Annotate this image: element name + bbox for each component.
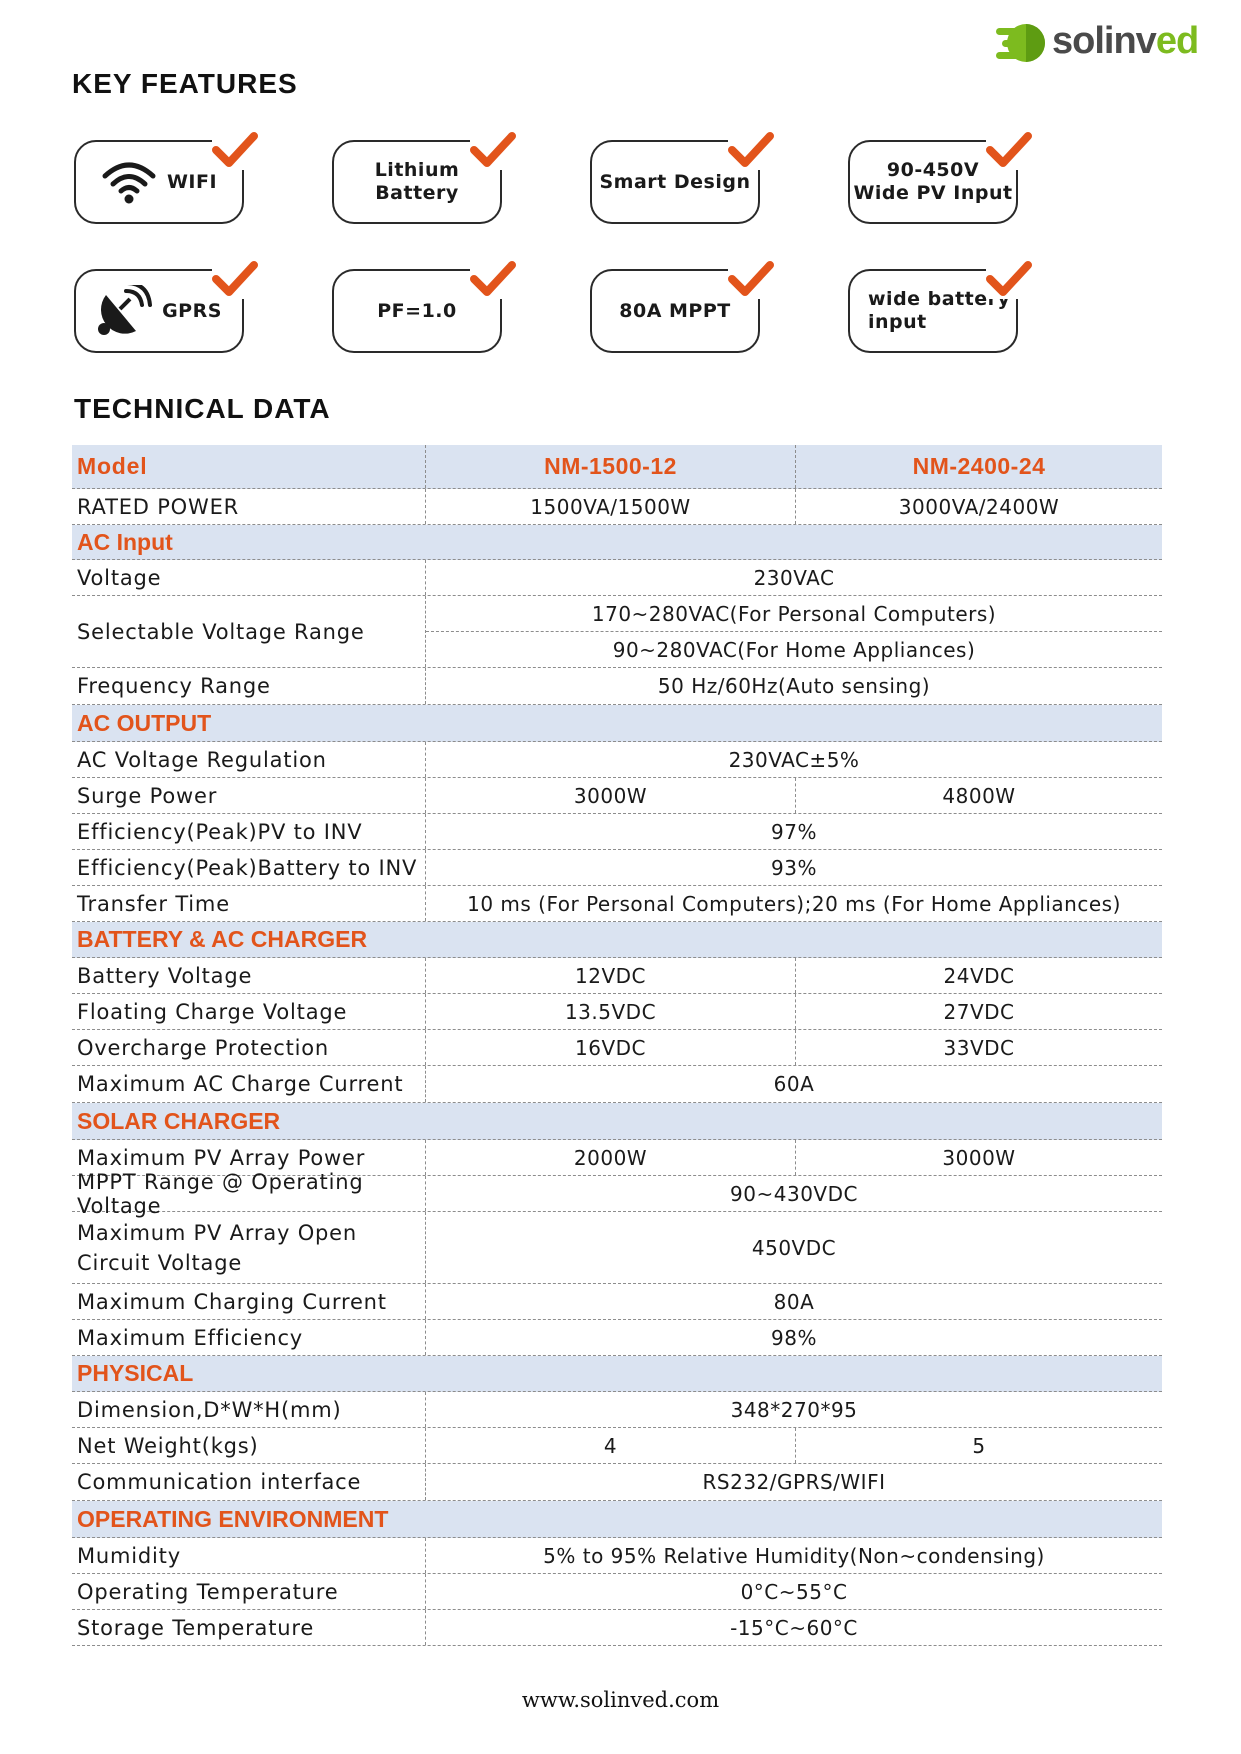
- section-title: AC Input: [77, 528, 173, 555]
- section-title: BATTERY & AC CHARGER: [77, 926, 368, 952]
- row-label: AC Voltage Regulation: [72, 742, 426, 777]
- row-label: Net Weight(kgs): [72, 1428, 426, 1463]
- satellite-dish-icon: [96, 285, 152, 337]
- row-label: Selectable Voltage Range: [72, 596, 426, 667]
- row-label: MPPT Range @ Operating Voltage: [72, 1176, 426, 1211]
- row-value: 3000W: [426, 778, 796, 813]
- row-value: 5% to 95% Relative Humidity(Non~condensing): [543, 1543, 1045, 1568]
- feature-label: wide battery input: [868, 288, 1011, 333]
- table-row: [72, 1538, 1162, 1574]
- checkmark-icon: [986, 259, 1032, 299]
- row-value: 450VDC: [751, 1235, 837, 1260]
- row-label: Maximum Charging Current: [72, 1284, 426, 1319]
- feature-label: PF=1.0: [377, 299, 457, 322]
- wifi-icon: [101, 158, 157, 206]
- feature-card-lithium-battery: [332, 140, 502, 224]
- table-row: [72, 958, 1162, 994]
- feature-card-wide-battery-input: [848, 269, 1018, 353]
- row-label: RATED POWER: [72, 489, 426, 524]
- footer-url[interactable]: www.solinved.com: [521, 1688, 720, 1712]
- row-label: Maximum Efficiency: [72, 1320, 426, 1355]
- model-name: NM-1500-12: [426, 445, 796, 488]
- row-label: Mumidity: [72, 1538, 426, 1573]
- technical-data-table: [72, 445, 1162, 1646]
- row-value: 93%: [771, 855, 817, 880]
- table-row: [72, 1610, 1162, 1646]
- row-value: 27VDC: [943, 999, 1015, 1024]
- row-value: 230VAC: [753, 565, 835, 590]
- table-row: [72, 1284, 1162, 1320]
- section-title: OPERATING ENVIRONMENT: [77, 1505, 389, 1532]
- table-row: [72, 1574, 1162, 1610]
- feature-label: 80A MPPT: [619, 299, 731, 322]
- technical-data-title: TECHNICAL DATA: [74, 393, 331, 424]
- row-label: Dimension,D*W*H(mm): [72, 1392, 426, 1427]
- table-row: [72, 1464, 1162, 1501]
- logo-mark-icon: [994, 20, 1050, 66]
- row-value: 10 ms (For Personal Computers);20 ms (For Home Appliances): [467, 891, 1121, 916]
- feature-label: WIFI: [166, 170, 218, 193]
- section-row-battery: [72, 922, 1162, 958]
- section-row-ac-input: [72, 525, 1162, 560]
- row-label: Efficiency(Peak)Battery to INV: [72, 850, 426, 885]
- table-row: [72, 850, 1162, 886]
- row-value: 348*270*95: [730, 1397, 858, 1422]
- row-value: 0°C~55°C: [740, 1579, 848, 1604]
- section-title: AC OUTPUT: [77, 709, 212, 736]
- table-row: [72, 1392, 1162, 1428]
- row-label: Maximum PV Array Open Circuit Voltage: [72, 1212, 426, 1283]
- row-value: 170~280VAC(For Personal Computers): [426, 596, 1162, 632]
- row-value: 60A: [773, 1072, 815, 1096]
- key-features-title: KEY FEATURES: [72, 68, 298, 99]
- row-value: RS232/GPRS/WIFI: [702, 1470, 886, 1494]
- row-label: Surge Power: [72, 778, 426, 813]
- table-row: [72, 1169, 1162, 1218]
- table-row: [72, 489, 1162, 525]
- row-value: 230VAC±5%: [728, 747, 860, 772]
- checkmark-icon: [212, 259, 258, 299]
- table-row: [72, 1428, 1162, 1464]
- row-value-stack: [426, 596, 1162, 667]
- checkmark-icon: [728, 130, 774, 170]
- row-value: 80A: [773, 1289, 815, 1314]
- row-label: Efficiency(Peak)PV to INV: [72, 814, 426, 849]
- row-value: 33VDC: [943, 1035, 1015, 1060]
- row-label: Frequency Range: [72, 668, 426, 704]
- feature-card-gprs: [74, 269, 244, 353]
- row-label: Battery Voltage: [72, 958, 426, 993]
- table-row: [72, 886, 1162, 922]
- feature-label: Lithium Battery: [374, 159, 460, 204]
- row-label: Maximum AC Charge Current: [72, 1066, 426, 1102]
- table-row: [72, 560, 1162, 596]
- row-value: 2000W: [426, 1140, 796, 1175]
- checkmark-icon: [728, 259, 774, 299]
- section-title: PHYSICAL: [77, 1360, 194, 1386]
- feature-card-smart-design: [590, 140, 760, 224]
- row-label: Floating Charge Voltage: [72, 994, 426, 1029]
- table-row: [72, 1066, 1162, 1103]
- brand-logo: [994, 20, 1199, 66]
- table-header-row: [72, 445, 1162, 489]
- checkmark-icon: [470, 130, 516, 170]
- row-value: 5: [972, 1433, 986, 1458]
- row-value: 3000VA/2400W: [898, 494, 1060, 519]
- row-label: Voltage: [72, 560, 426, 595]
- row-value: 16VDC: [426, 1030, 796, 1065]
- feature-label: 90-450V Wide PV Input: [853, 159, 1013, 204]
- row-label: Maximum PV Array Power: [72, 1140, 426, 1175]
- row-label: Storage Temperature: [72, 1610, 426, 1645]
- row-value: 4800W: [942, 783, 1016, 808]
- row-value: 98%: [771, 1325, 817, 1350]
- row-value: 50 Hz/60Hz(Auto sensing): [657, 674, 931, 698]
- row-value: 24VDC: [943, 963, 1015, 988]
- row-value: 1500VA/1500W: [426, 489, 796, 524]
- table-row: [72, 994, 1162, 1030]
- row-value: 90~430VDC: [730, 1181, 858, 1206]
- section-row-environment: [72, 1501, 1162, 1538]
- brand-wordmark: solinved: [1052, 20, 1199, 62]
- model-name: NM-2400-24: [912, 453, 1046, 479]
- model-label: Model: [72, 445, 426, 488]
- section-row-solar: [72, 1103, 1162, 1140]
- table-row: [72, 1212, 1162, 1284]
- table-row: [72, 814, 1162, 850]
- table-row: [72, 1030, 1162, 1066]
- row-value: 13.5VDC: [426, 994, 796, 1029]
- table-row: [72, 1320, 1162, 1356]
- checkmark-icon: [986, 130, 1032, 170]
- row-label: Communication interface: [72, 1464, 426, 1500]
- row-value: -15°C~60°C: [730, 1615, 858, 1640]
- feature-label: GPRS: [162, 299, 222, 322]
- table-row: [72, 668, 1162, 705]
- section-row-ac-output: [72, 705, 1162, 742]
- row-label: Operating Temperature: [72, 1574, 426, 1609]
- feature-card-wide-pv-input: [848, 140, 1018, 224]
- table-row: [72, 742, 1162, 778]
- feature-label: Smart Design: [599, 170, 751, 193]
- feature-card-mppt: [590, 269, 760, 353]
- row-label: Overcharge Protection: [72, 1030, 426, 1065]
- table-row: [72, 596, 1162, 668]
- table-row: [72, 778, 1162, 814]
- row-value: 4: [426, 1428, 796, 1463]
- row-value: 90~280VAC(For Home Appliances): [612, 637, 976, 662]
- checkmark-icon: [212, 130, 258, 170]
- section-title: SOLAR CHARGER: [77, 1107, 281, 1134]
- feature-card-pf: [332, 269, 502, 353]
- row-value: 12VDC: [426, 958, 796, 993]
- section-row-physical: [72, 1356, 1162, 1392]
- row-value: 97%: [771, 819, 817, 844]
- checkmark-icon: [470, 259, 516, 299]
- row-label: Transfer Time: [72, 886, 426, 921]
- feature-card-wifi: [74, 140, 244, 224]
- row-value: 3000W: [942, 1145, 1016, 1170]
